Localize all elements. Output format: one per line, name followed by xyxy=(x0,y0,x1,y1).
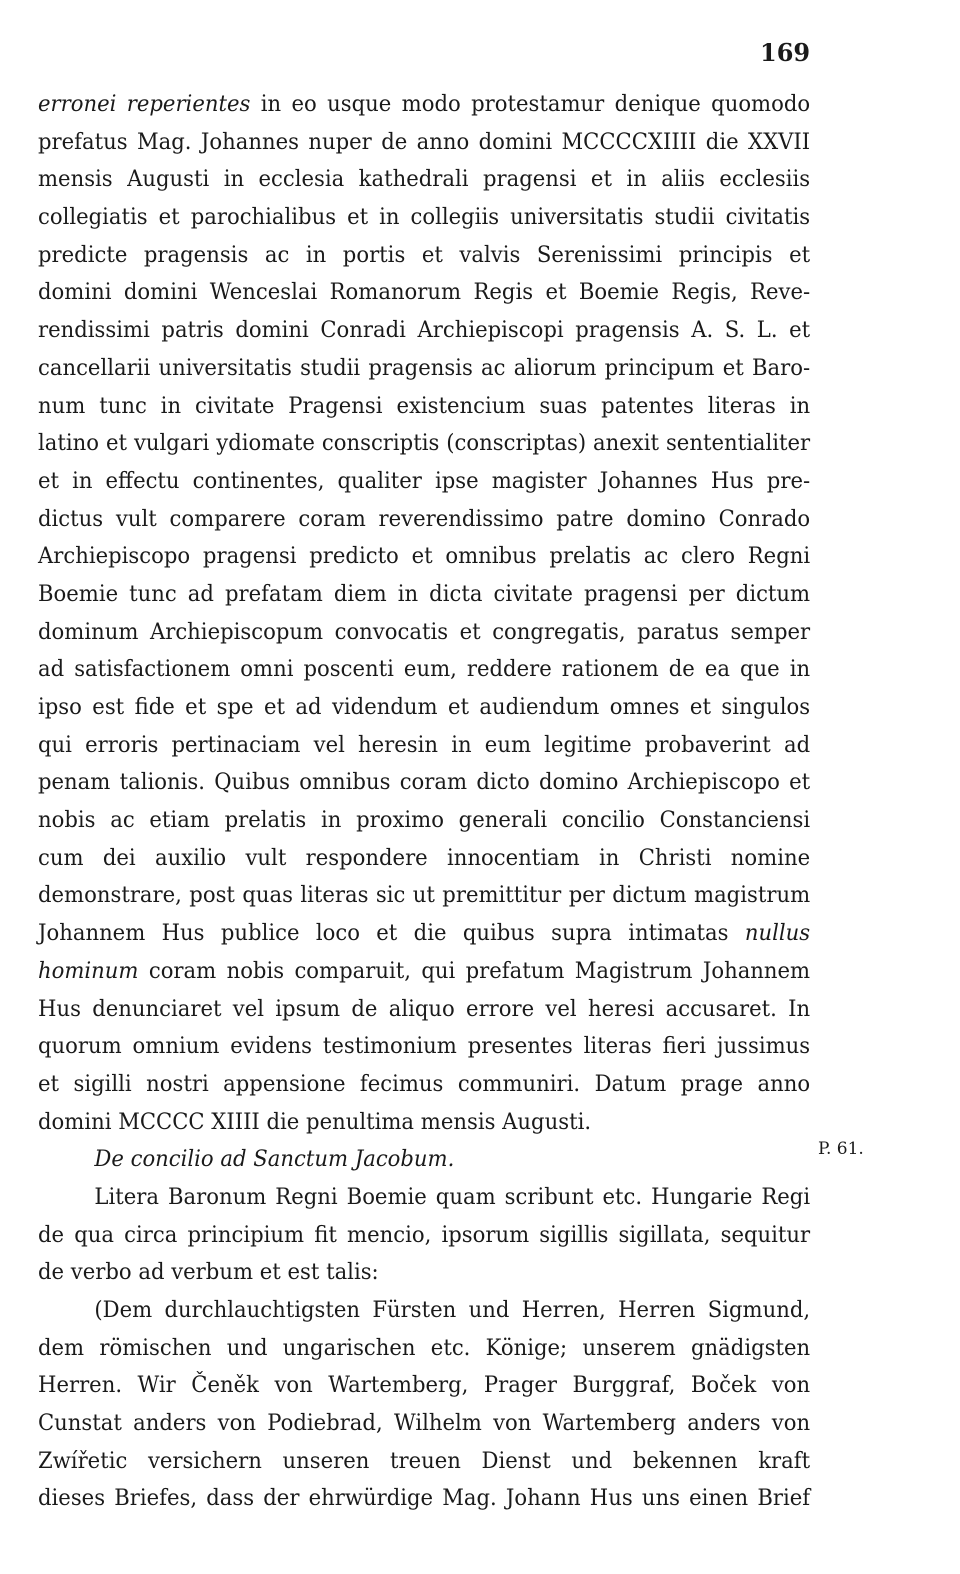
text-line xyxy=(38,124,810,162)
line-text: ipso est fide et spe et ad videndum et audiendum omnes et singulos xyxy=(38,694,811,720)
line-text: et in effectu continentes, qualiter ipse magister Johannes Hus pre- xyxy=(38,467,811,494)
line-text: Herren. Wir Čeněk von Wartemberg, Prager Burggraf, Boček von xyxy=(38,1372,811,1399)
line-text: de qua circa principium fit mencio, ipsorum sigillis sigillata, sequitur xyxy=(38,1221,811,1248)
line-text: predicte pragensis ac in portis et valvis Serenissimi principis et xyxy=(38,241,811,268)
line-text: dominum Archiepiscopum convocatis et congregatis, paratus semper xyxy=(38,618,811,645)
line-text: rendissimi patris domini Conradi Archiepiscopi pragensis A. S. L. et xyxy=(38,317,811,344)
text-line xyxy=(38,350,810,388)
italic-text: erronei reperientes xyxy=(38,91,251,117)
text-line xyxy=(38,576,810,614)
text-line xyxy=(38,1028,810,1066)
text-line xyxy=(38,86,810,124)
text-line xyxy=(38,1330,810,1368)
text-line xyxy=(38,1405,810,1443)
text-line xyxy=(38,764,810,802)
line-text: Johannem Hus publice loco et die quibus supra intimatas xyxy=(38,920,745,947)
line-text: cum dei auxilio vult respondere innocentiam in Christi nomine xyxy=(38,844,811,871)
text-line xyxy=(38,1443,810,1481)
line-text: dem römischen und ungarischen etc. Könige; unserem gnädigsten xyxy=(38,1334,811,1361)
italic-text: hominum xyxy=(38,957,139,984)
text-line xyxy=(38,1104,810,1142)
text-line xyxy=(38,274,810,312)
line-text: Archiepiscopo pragensi predicto et omnibus prelatis ac clero Regni xyxy=(38,543,811,570)
line-text: dieses Briefes, dass der ehrwürdige Mag. Johann Hus uns einen Brief xyxy=(38,1485,811,1512)
line-text: Zwířetic versichern unseren treuen Dienst und bekennen kraft xyxy=(38,1447,811,1474)
line-text: Litera Baronum Regni Boemie quam scribunt etc. Hungarie Regi xyxy=(94,1183,811,1210)
text-line xyxy=(38,953,810,991)
line-text: cancellarii universitatis studii pragensis ac aliorum principum et Baro- xyxy=(38,354,811,381)
italic-text: nullus xyxy=(744,920,811,947)
text-line xyxy=(38,501,810,539)
line-text: num tunc in civitate Pragensi existencium suas patentes literas in xyxy=(38,392,811,419)
section-heading xyxy=(38,1141,810,1179)
text-line xyxy=(38,991,810,1029)
line-text: De concilio ad Sanctum Jacobum. xyxy=(94,1146,455,1173)
text-line xyxy=(38,538,810,576)
text-line xyxy=(38,802,810,840)
line-text: prefatus Mag. Johannes nuper de anno domini MCCCCXIIII die XXVII xyxy=(38,128,811,155)
text-line xyxy=(38,1217,810,1255)
line-text: Hus denunciaret vel ipsum de aliquo errore vel heresi accusaret. In xyxy=(38,995,811,1022)
line-text: domini domini Wenceslai Romanorum Regis et Boemie Regis, Reve- xyxy=(38,279,811,306)
text-line xyxy=(38,388,810,426)
line-text: latino et vulgari ydiomate conscriptis (conscriptas) anexit sententialiter xyxy=(38,430,811,457)
text-line xyxy=(38,1367,810,1405)
text-line xyxy=(38,915,810,953)
line-text: coram nobis comparuit, qui prefatum Magistrum Johannem xyxy=(138,957,811,984)
text-line xyxy=(38,1480,810,1518)
text-line xyxy=(38,1066,810,1104)
line-text: Cunstat anders von Podiebrad, Wilhelm von Wartemberg anders von xyxy=(38,1410,811,1437)
text-line xyxy=(38,877,810,915)
text-line xyxy=(38,1292,810,1330)
text-line xyxy=(38,161,810,199)
text-line xyxy=(38,651,810,689)
text-line xyxy=(38,1179,810,1217)
text-line xyxy=(38,199,810,237)
text-line xyxy=(38,237,810,275)
text-line xyxy=(38,463,810,501)
text-line xyxy=(38,614,810,652)
line-text: domini MCCCC XIIII die penultima mensis Augusti. xyxy=(38,1108,592,1135)
text-line xyxy=(38,312,810,350)
line-text: dictus vult comparere coram reverendissimo patre domino Conrado xyxy=(38,505,811,532)
page-number: 169 xyxy=(760,38,811,67)
line-text: nobis ac etiam prelatis in proximo generali concilio Constanciensi xyxy=(38,807,811,834)
line-text: ad satisfactionem omni poscenti eum, reddere rationem de ea que in xyxy=(38,656,811,683)
text-line xyxy=(38,727,810,765)
body-text xyxy=(38,86,810,1518)
line-text: qui erroris pertinaciam vel heresin in eum legitime probaverint ad xyxy=(38,731,811,758)
line-text: in eo usque modo protestamur denique quomodo xyxy=(250,91,811,117)
line-text: de verbo ad verbum et est talis: xyxy=(38,1259,379,1286)
line-text: penam talionis. Quibus omnibus coram dicto domino Archiepiscopo et xyxy=(38,769,811,796)
text-line xyxy=(38,689,810,727)
line-text: et sigilli nostri appensione fecimus communiri. Datum prage anno xyxy=(38,1070,811,1097)
line-text: collegiatis et parochialibus et in collegiis universitatis studii civitatis xyxy=(38,204,811,231)
text-line xyxy=(38,425,810,463)
text-line xyxy=(38,840,810,878)
line-text: Boemie tunc ad prefatam diem in dicta civitate pragensi per dictum xyxy=(38,580,811,607)
line-text: mensis Augusti in ecclesia kathedrali pragensi et in aliis ecclesiis xyxy=(38,166,811,193)
line-text: quorum omnium evidens testimonium presentes literas fieri jussimus xyxy=(38,1033,811,1060)
margin-note: P. 61. xyxy=(818,1139,864,1159)
line-text: (Dem durchlauchtigsten Fürsten und Herren, Herren Sigmund, xyxy=(94,1297,811,1323)
line-text: demonstrare, post quas literas sic ut premittitur per dictum magistrum xyxy=(38,882,811,909)
text-line xyxy=(38,1254,810,1292)
